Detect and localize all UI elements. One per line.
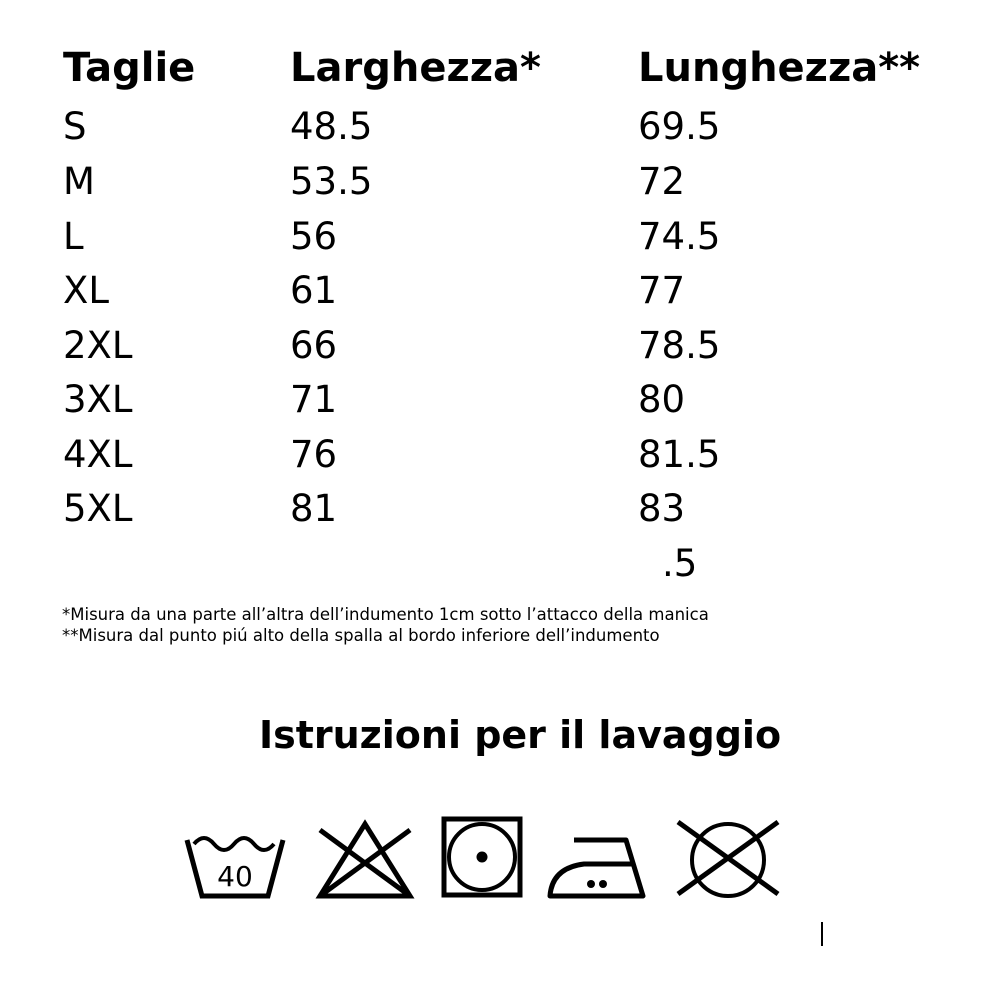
no-dry-clean-icon bbox=[672, 810, 784, 902]
iron-medium-icon bbox=[546, 810, 652, 902]
row-width: 56 bbox=[290, 215, 338, 258]
row-size: 4XL bbox=[63, 433, 133, 476]
header-width: Larghezza* bbox=[290, 45, 541, 91]
wash-temperature-label: 40 bbox=[217, 860, 253, 893]
row-width: 81 bbox=[290, 487, 338, 530]
row-size: S bbox=[63, 105, 87, 148]
row-length: 69.5 bbox=[638, 105, 721, 148]
no-bleach-icon bbox=[312, 810, 418, 902]
row-length: 81.5 bbox=[638, 433, 721, 476]
washing-title: Istruzioni per il lavaggio bbox=[258, 713, 782, 757]
width-note: *Misura da una parte all’altra dell’indumento 1cm sotto l’attacco della manica bbox=[62, 605, 709, 624]
row-width: 71 bbox=[290, 378, 338, 421]
row-width: 66 bbox=[290, 324, 338, 367]
header-size: Taglie bbox=[63, 45, 196, 91]
length-note: **Misura dal punto piú alto della spalla al bordo inferiore dell’indumento bbox=[62, 626, 660, 645]
wash-40-icon bbox=[182, 810, 288, 902]
row-size: 2XL bbox=[63, 324, 133, 367]
row-size: 5XL bbox=[63, 487, 133, 530]
row-size: 3XL bbox=[63, 378, 133, 421]
row-width: 61 bbox=[290, 269, 338, 312]
row-width: 53.5 bbox=[290, 160, 373, 203]
care-icons bbox=[0, 810, 1000, 910]
tumble-dry-low-icon bbox=[440, 810, 524, 902]
row-length: 77 bbox=[638, 269, 686, 312]
row-length: 74.5 bbox=[638, 215, 721, 258]
length-overflow-text: .5 bbox=[662, 542, 698, 585]
row-width: 76 bbox=[290, 433, 338, 476]
row-size: M bbox=[63, 160, 95, 203]
row-length: 72 bbox=[638, 160, 686, 203]
row-size: XL bbox=[63, 269, 109, 312]
row-length: 78.5 bbox=[638, 324, 721, 367]
measurement-notes bbox=[62, 604, 709, 646]
header-length: Lunghezza** bbox=[638, 45, 921, 91]
row-width: 48.5 bbox=[290, 105, 373, 148]
row-size: L bbox=[63, 215, 84, 258]
row-length: 83 bbox=[638, 487, 686, 530]
row-length: 80 bbox=[638, 378, 686, 421]
text-cursor bbox=[821, 922, 823, 946]
